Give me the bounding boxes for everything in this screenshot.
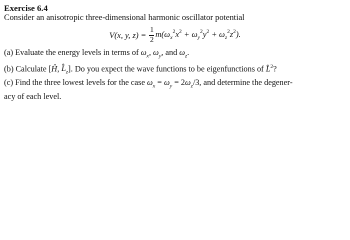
part-a-label: (a) (4, 48, 14, 57)
part-b-label: (b) (4, 64, 14, 74)
fraction-denominator: 2 (149, 34, 154, 44)
part-c-continuation: acy of each level. (4, 91, 62, 101)
part-c-label: (c) (4, 78, 14, 88)
potential-equation (4, 24, 346, 46)
equation-lhs: V(x, y, z) = (109, 30, 147, 40)
part-b: (b) Calculate [Ĥ, $L̂_z$]. Do you expect the wave functions to be eigenfunctions of L̂$^2$? (4, 63, 277, 77)
exercise-intro: Consider an anisotropic three-dimensional harmonic oscillator potential (4, 13, 245, 22)
exercise-title: Exercise 6.4 (4, 3, 48, 13)
part-a: (a) Evaluate the energy levels in terms of $\omega_x$, $\omega_y$, and $\omega_z$. (4, 48, 190, 60)
fraction-numerator: 1 (149, 25, 154, 35)
equation-fraction (149, 26, 154, 44)
equation-rhs: $m(\omega_x^2x^2 + \omega_y^2y^2 + \omega_z^2z^2)$. (155, 29, 241, 41)
exercise-page (0, 0, 350, 117)
part-c: (c) Find the three lowest levels for the case $\omega_x = \omega_y = 2\omega_z/3$, and determine the degener- (4, 78, 293, 90)
